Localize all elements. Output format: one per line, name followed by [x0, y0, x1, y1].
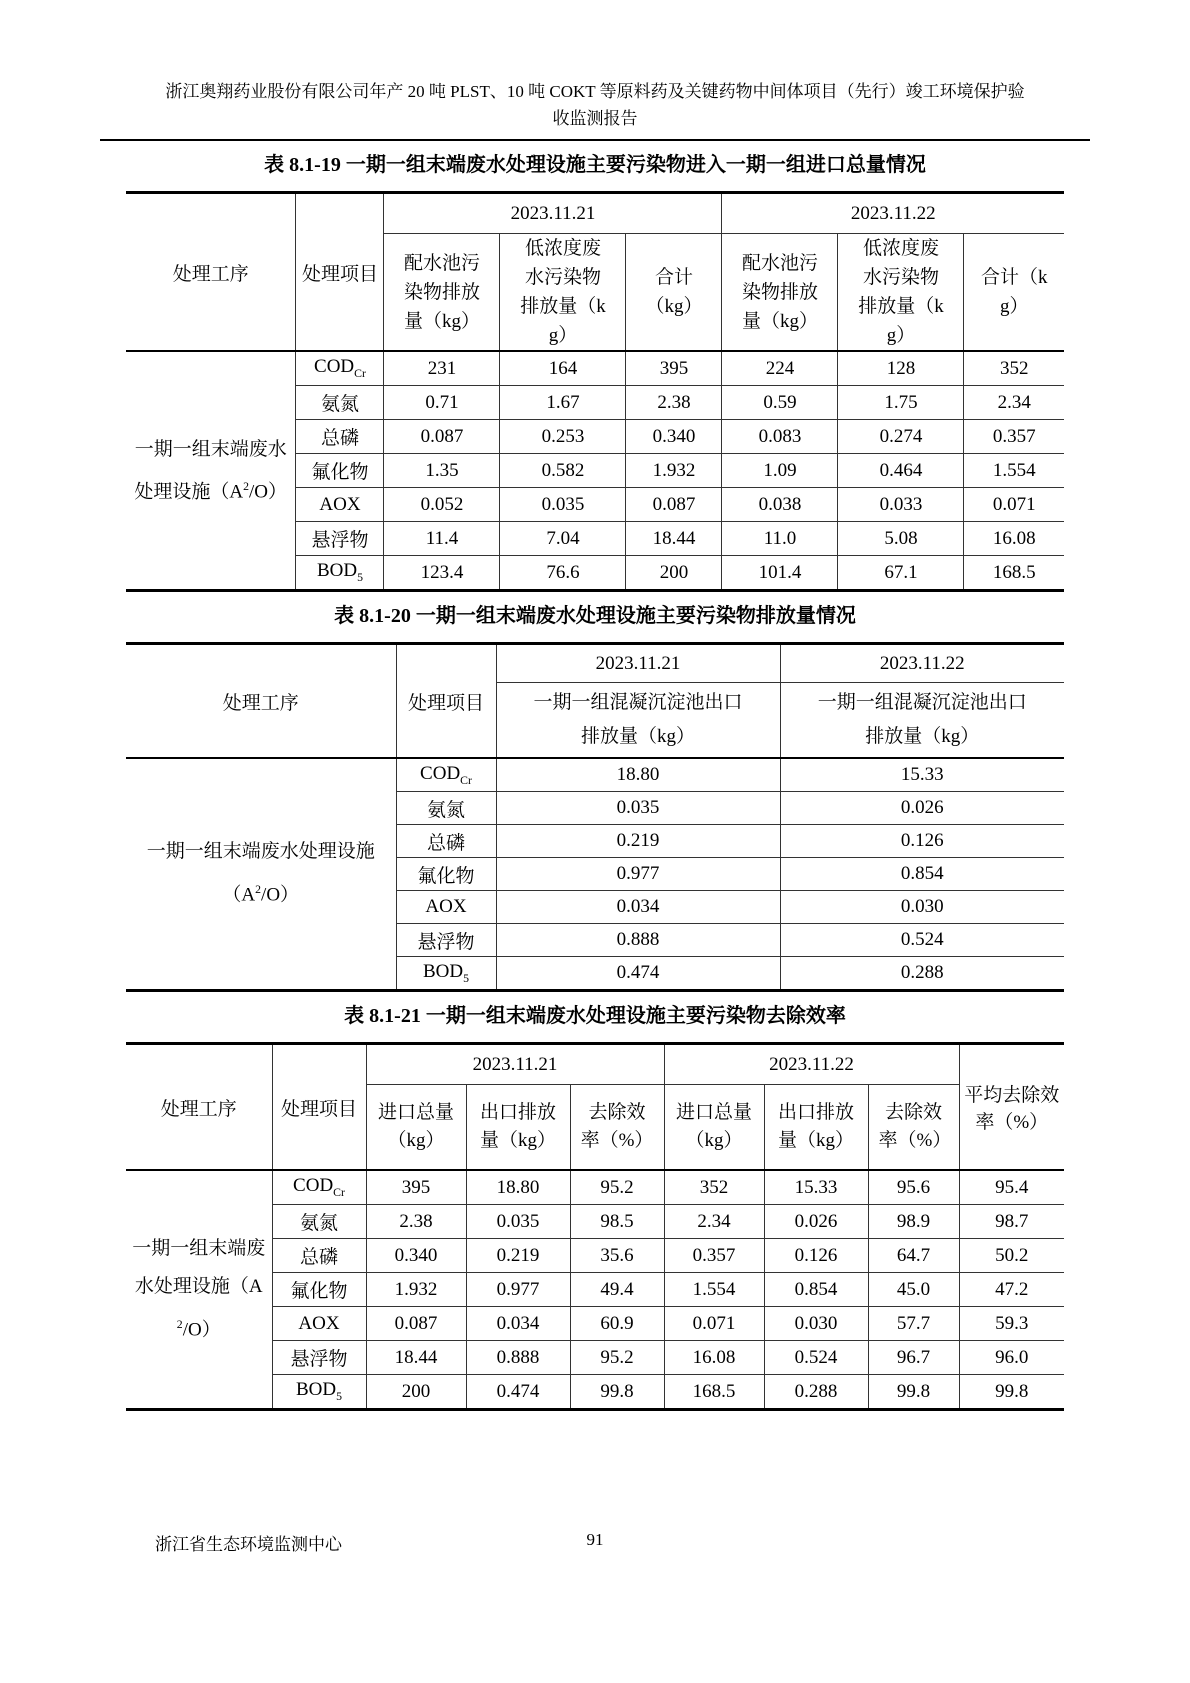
value-cell: 123.4 [384, 556, 500, 591]
header-date-1: 2023.11.21 [366, 1044, 664, 1085]
table2-title: 表 8.1-20 一期一组末端废水处理设施主要污染物排放量情况 [334, 605, 856, 627]
value-cell: 15.33 [780, 758, 1064, 792]
table-header-row [126, 1044, 1064, 1085]
value-cell: 95.4 [959, 1170, 1064, 1205]
value-cell: 47.2 [959, 1273, 1064, 1307]
value-cell: 0.59 [722, 386, 838, 420]
value-cell: 0.026 [780, 792, 1064, 825]
header-low-concentration: 低浓度废水污染物排放量（kg） [838, 234, 964, 352]
value-cell: 0.854 [764, 1273, 868, 1307]
value-cell: 0.033 [838, 488, 964, 522]
table2-body [126, 758, 1064, 991]
process-name-cell: 一期一组末端废水处理设施$(A^2/O)$ [126, 758, 396, 991]
header-removal-rate: 去除效率（%） [868, 1085, 959, 1171]
value-cell: 0.977 [496, 858, 780, 891]
value-cell: 1.67 [500, 386, 626, 420]
value-cell: 1.09 [722, 454, 838, 488]
value-cell: 1.75 [838, 386, 964, 420]
value-cell: 0.357 [664, 1239, 764, 1273]
value-cell: 11.0 [722, 522, 838, 556]
value-cell: 0.340 [366, 1239, 466, 1273]
pollutant-name-cell: 氟化物 [296, 454, 384, 488]
value-cell: 2.38 [626, 386, 722, 420]
value-cell: 0.030 [780, 891, 1064, 924]
value-cell: 0.288 [764, 1375, 868, 1410]
table-row [126, 1170, 1064, 1205]
value-cell: 2.34 [964, 386, 1064, 420]
value-cell: 98.9 [868, 1205, 959, 1239]
value-cell: 0.038 [722, 488, 838, 522]
pollutant-name-cell: $BOD_5$ [296, 556, 384, 591]
table-header-row [126, 193, 1064, 234]
header-outlet-amount: 出口排放量（kg） [764, 1085, 868, 1171]
pollutant-name-cell: 悬浮物 [396, 924, 496, 957]
value-cell: 18.44 [626, 522, 722, 556]
value-cell: 168.5 [964, 556, 1064, 591]
header-date-2: 2023.11.22 [722, 193, 1064, 234]
header-low-concentration: 低浓度废水污染物排放量（kg） [500, 234, 626, 352]
header-pool-discharge: 配水池污染物排放量（kg） [722, 234, 838, 352]
pollutant-name-cell: AOX [296, 488, 384, 522]
value-cell: 0.888 [466, 1341, 570, 1375]
pollutant-name-cell: 总磷 [272, 1239, 366, 1273]
document-header-line2: 收监测报告 [552, 109, 638, 128]
value-cell: 0.071 [964, 488, 1064, 522]
value-cell: 5.08 [838, 522, 964, 556]
value-cell: 0.087 [366, 1307, 466, 1341]
header-pool-discharge: 配水池污染物排放量（kg） [384, 234, 500, 352]
value-cell: 49.4 [570, 1273, 664, 1307]
document-header [100, 0, 1090, 132]
table3-body [126, 1170, 1064, 1410]
value-cell: 101.4 [722, 556, 838, 591]
header-date-2: 2023.11.22 [664, 1044, 959, 1085]
header-rule [100, 139, 1090, 141]
page-number: 91 [586, 1530, 604, 1549]
header-inlet-total: 进口总量（kg） [366, 1085, 466, 1171]
header-date-1: 2023.11.21 [496, 644, 780, 683]
value-cell: 59.3 [959, 1307, 1064, 1341]
table1-title: 表 8.1-19 一期一组末端废水处理设施主要污染物进入一期一组进口总量情况 [264, 154, 926, 176]
value-cell: 0.340 [626, 420, 722, 454]
header-total: 合计（kg） [626, 234, 722, 352]
value-cell: 395 [626, 351, 722, 386]
header-total: 合计（kg） [964, 234, 1064, 352]
value-cell: 0.126 [780, 825, 1064, 858]
pollutant-name-cell: 氟化物 [272, 1273, 366, 1307]
page-footer [100, 1530, 1090, 1555]
value-cell: 15.33 [764, 1170, 868, 1205]
value-cell: 0.034 [496, 891, 780, 924]
header-item: 处理项目 [396, 644, 496, 759]
value-cell: 0.026 [764, 1205, 868, 1239]
pollutant-name-cell: 总磷 [396, 825, 496, 858]
value-cell: 0.083 [722, 420, 838, 454]
value-cell: 1.554 [664, 1273, 764, 1307]
table3-head [126, 1044, 1064, 1171]
header-date-1: 2023.11.21 [384, 193, 722, 234]
value-cell: 16.08 [664, 1341, 764, 1375]
header-item: 处理项目 [272, 1044, 366, 1171]
pollutant-name-cell: AOX [272, 1307, 366, 1341]
pollutant-name-cell: $COD_{Cr}$ [272, 1170, 366, 1205]
value-cell: 395 [366, 1170, 466, 1205]
pollutant-name-cell: AOX [396, 891, 496, 924]
pollutant-name-cell: 氨氮 [296, 386, 384, 420]
value-cell: 0.030 [764, 1307, 868, 1341]
header-inlet-total: 进口总量（kg） [664, 1085, 764, 1171]
value-cell: 231 [384, 351, 500, 386]
table-header-row [126, 644, 1064, 683]
value-cell: 0.035 [500, 488, 626, 522]
value-cell: 16.08 [964, 522, 1064, 556]
value-cell: 0.474 [496, 957, 780, 991]
table1-head [126, 193, 1064, 352]
value-cell: 0.035 [496, 792, 780, 825]
value-cell: 64.7 [868, 1239, 959, 1273]
header-removal-rate: 去除效率（%） [570, 1085, 664, 1171]
process-name-cell: 一期一组末端废水处理设施$(A^2/O)$ [126, 1170, 272, 1410]
value-cell: 0.888 [496, 924, 780, 957]
value-cell: 60.9 [570, 1307, 664, 1341]
value-cell: 99.8 [959, 1375, 1064, 1410]
value-cell: 0.854 [780, 858, 1064, 891]
value-cell: 1.932 [626, 454, 722, 488]
value-cell: 35.6 [570, 1239, 664, 1273]
value-cell: 96.0 [959, 1341, 1064, 1375]
pollutant-name-cell: 悬浮物 [272, 1341, 366, 1375]
value-cell: 0.071 [664, 1307, 764, 1341]
value-cell: 95.2 [570, 1170, 664, 1205]
table-8-1-21 [126, 1042, 1064, 1411]
value-cell: 352 [664, 1170, 764, 1205]
value-cell: 76.6 [500, 556, 626, 591]
header-process: 处理工序 [126, 1044, 272, 1171]
value-cell: 99.8 [570, 1375, 664, 1410]
value-cell: 98.7 [959, 1205, 1064, 1239]
table1-body [126, 351, 1064, 591]
value-cell: 168.5 [664, 1375, 764, 1410]
value-cell: 95.2 [570, 1341, 664, 1375]
table-8-1-20 [126, 642, 1064, 992]
value-cell: 7.04 [500, 522, 626, 556]
pollutant-name-cell: 氟化物 [396, 858, 496, 891]
table2-head [126, 644, 1064, 759]
pollutant-name-cell: $COD_{Cr}$ [396, 758, 496, 792]
value-cell: 352 [964, 351, 1064, 386]
pollutant-name-cell: 氨氮 [272, 1205, 366, 1239]
value-cell: 18.80 [466, 1170, 570, 1205]
value-cell: 200 [626, 556, 722, 591]
pollutant-name-cell: 总磷 [296, 420, 384, 454]
table3-title: 表 8.1-21 一期一组末端废水处理设施主要污染物去除效率 [344, 1005, 846, 1027]
value-cell: 11.4 [384, 522, 500, 556]
value-cell: 128 [838, 351, 964, 386]
process-name-cell: 一期一组末端废水处理设施$(A^2/O)$ [126, 351, 296, 591]
value-cell: 164 [500, 351, 626, 386]
value-cell: 18.80 [496, 758, 780, 792]
value-cell: 96.7 [868, 1341, 959, 1375]
value-cell: 0.087 [384, 420, 500, 454]
value-cell: 200 [366, 1375, 466, 1410]
pollutant-name-cell: 悬浮物 [296, 522, 384, 556]
value-cell: 0.357 [964, 420, 1064, 454]
document-header-line1: 浙江奥翔药业股份有限公司年产 20 吨 PLST、10 吨 COKT 等原料药及关键药物中间体项目（先行）竣工环境保护验 [165, 82, 1025, 101]
value-cell: 57.7 [868, 1307, 959, 1341]
header-process: 处理工序 [126, 193, 296, 352]
value-cell: 1.35 [384, 454, 500, 488]
value-cell: 45.0 [868, 1273, 959, 1307]
pollutant-name-cell: $COD_{Cr}$ [296, 351, 384, 386]
header-outlet-discharge: 一期一组混凝沉淀池出口排放量（kg） [496, 683, 780, 759]
value-cell: 2.34 [664, 1205, 764, 1239]
pollutant-name-cell: $BOD_5$ [396, 957, 496, 991]
header-item: 处理项目 [296, 193, 384, 352]
value-cell: 0.126 [764, 1239, 868, 1273]
value-cell: 95.6 [868, 1170, 959, 1205]
pollutant-name-cell: $BOD_5$ [272, 1375, 366, 1410]
value-cell: 1.932 [366, 1273, 466, 1307]
table-row [126, 351, 1064, 386]
table-row [126, 758, 1064, 792]
value-cell: 0.087 [626, 488, 722, 522]
table-8-1-19 [126, 191, 1064, 592]
value-cell: 0.274 [838, 420, 964, 454]
value-cell: 0.034 [466, 1307, 570, 1341]
value-cell: 98.5 [570, 1205, 664, 1239]
value-cell: 0.219 [496, 825, 780, 858]
value-cell: 0.977 [466, 1273, 570, 1307]
value-cell: 0.035 [466, 1205, 570, 1239]
value-cell: 0.474 [466, 1375, 570, 1410]
value-cell: 0.524 [764, 1341, 868, 1375]
value-cell: 99.8 [868, 1375, 959, 1410]
pollutant-name-cell: 氨氮 [396, 792, 496, 825]
header-average-removal: 平均去除效率（%） [959, 1044, 1064, 1171]
value-cell: 0.219 [466, 1239, 570, 1273]
value-cell: 0.464 [838, 454, 964, 488]
value-cell: 67.1 [838, 556, 964, 591]
value-cell: 0.582 [500, 454, 626, 488]
value-cell: 0.253 [500, 420, 626, 454]
header-outlet-amount: 出口排放量（kg） [466, 1085, 570, 1171]
header-process: 处理工序 [126, 644, 396, 759]
value-cell: 2.38 [366, 1205, 466, 1239]
value-cell: 1.554 [964, 454, 1064, 488]
value-cell: 0.052 [384, 488, 500, 522]
value-cell: 50.2 [959, 1239, 1064, 1273]
value-cell: 18.44 [366, 1341, 466, 1375]
value-cell: 0.524 [780, 924, 1064, 957]
header-outlet-discharge: 一期一组混凝沉淀池出口排放量（kg） [780, 683, 1064, 759]
footer-organization: 浙江省生态环境监测中心 [155, 1535, 342, 1554]
value-cell: 0.288 [780, 957, 1064, 991]
value-cell: 0.71 [384, 386, 500, 420]
header-date-2: 2023.11.22 [780, 644, 1064, 683]
value-cell: 224 [722, 351, 838, 386]
